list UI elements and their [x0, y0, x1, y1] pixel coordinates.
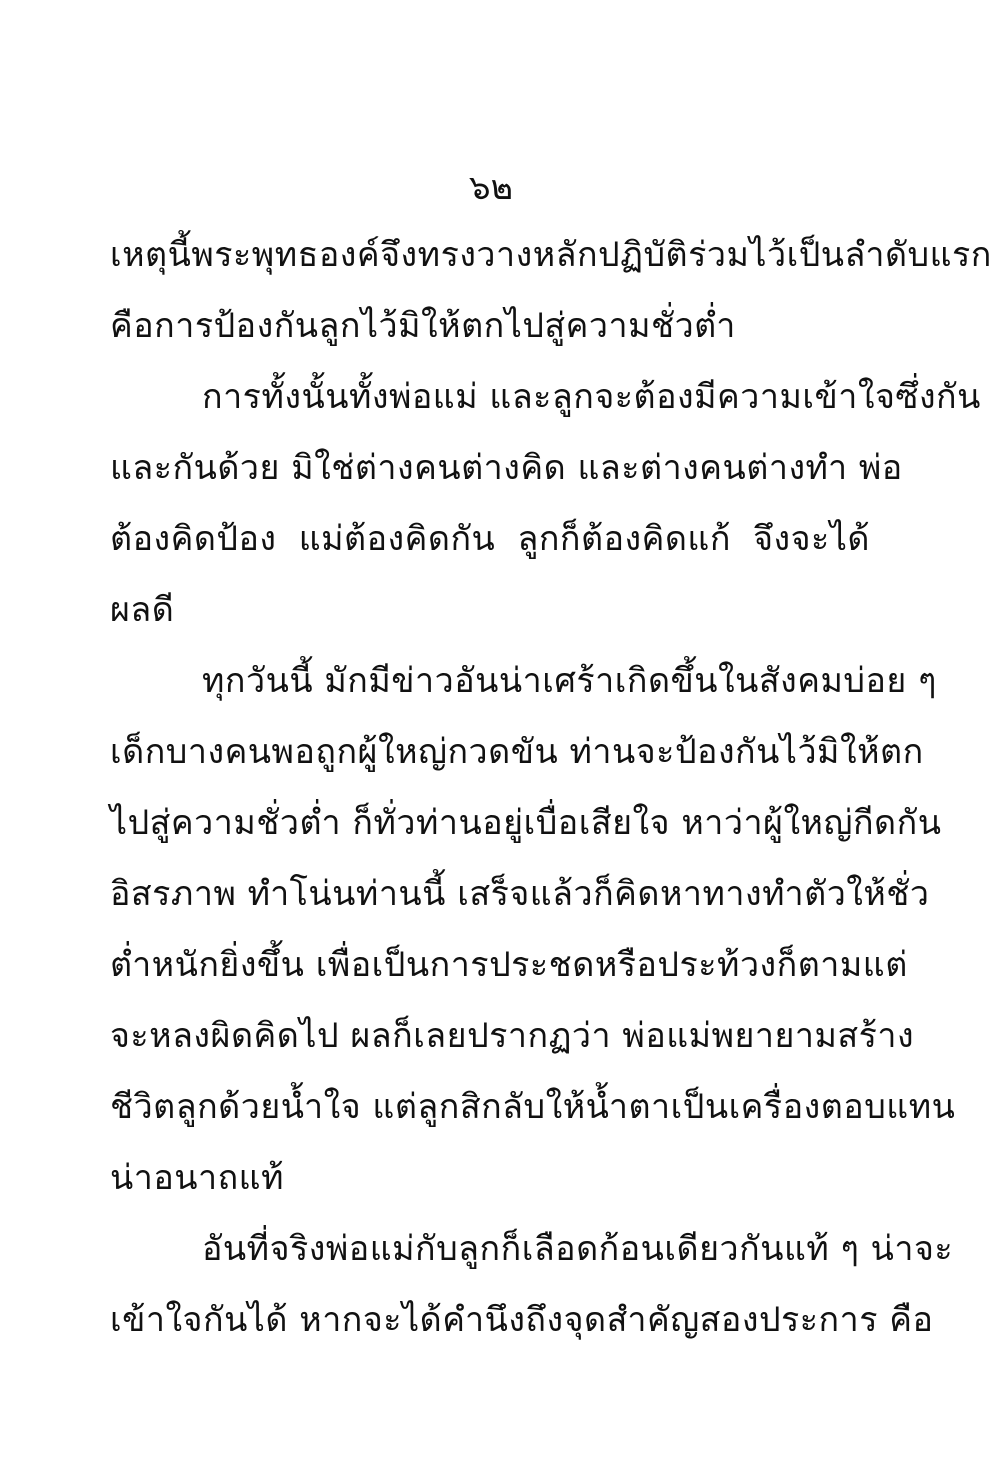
- body-text: [110, 220, 992, 1356]
- text-line: คือการป้องกันลูกไว้มิให้ตกไปสู่ความชั่วต่ำ: [110, 306, 736, 346]
- text-line: จะหลงผิดคิดไป ผลก็เลยปรากฏว่า พ่อแม่พยายามสร้าง: [110, 1016, 915, 1056]
- page-number: ๖๒: [469, 168, 513, 208]
- text-line: เข้าใจกันได้ หากจะได้คำนึงถึงจุดสำคัญสองประการ คือ: [110, 1300, 934, 1340]
- text-line: และกันด้วย มิใช่ต่างคนต่างคิด และต่างคนต่างทำ พ่อ: [110, 448, 903, 488]
- text-line: อันที่จริงพ่อแม่กับลูกก็เลือดก้อนเดียวกันแท้ ๆ น่าจะ: [202, 1229, 954, 1269]
- text-line: เด็กบางคนพอถูกผู้ใหญ่กวดขัน ท่านจะป้องกันไว้มิให้ตก: [110, 732, 924, 772]
- text-line: น่าอนาถแท้: [110, 1158, 284, 1198]
- text-line: ทุกวันนี้ มักมีข่าวอันน่าเศร้าเกิดขึ้นในสังคมบ่อย ๆ: [202, 661, 937, 701]
- text-line: ชีวิตลูกด้วยน้ำใจ แต่ลูกสิกลับให้น้ำตาเป็นเครื่องตอบแทน: [110, 1087, 956, 1127]
- text-line: ต่ำหนักยิ่งขึ้น เพื่อเป็นการประชดหรือประท้วงก็ตามแต่: [110, 945, 908, 985]
- text-line: ไปสู่ความชั่วต่ำ ก็ทั่วท่านอยู่เบื่อเสียใจ หาว่าผู้ใหญ่กีดกัน: [110, 803, 942, 843]
- text-line: เหตุนี้พระพุทธองค์จึงทรงวางหลักปฏิบัติร่วมไว้เป็นลำดับแรก: [110, 235, 992, 275]
- text-line: อิสรภาพ ทำโน่นท่านนี้ เสร็จแล้วก็คิดหาทางทำตัวให้ชั่ว: [110, 874, 930, 914]
- text-line: การทั้งนั้นทั้งพ่อแม่ และลูกจะต้องมีความเข้าใจซึ่งกัน: [202, 377, 981, 417]
- text-line: ต้องคิดป้อง แม่ต้องคิดกัน ลูกก็ต้องคิดแก้ จึงจะได้: [110, 519, 870, 559]
- text-line: ผลดี: [110, 590, 175, 630]
